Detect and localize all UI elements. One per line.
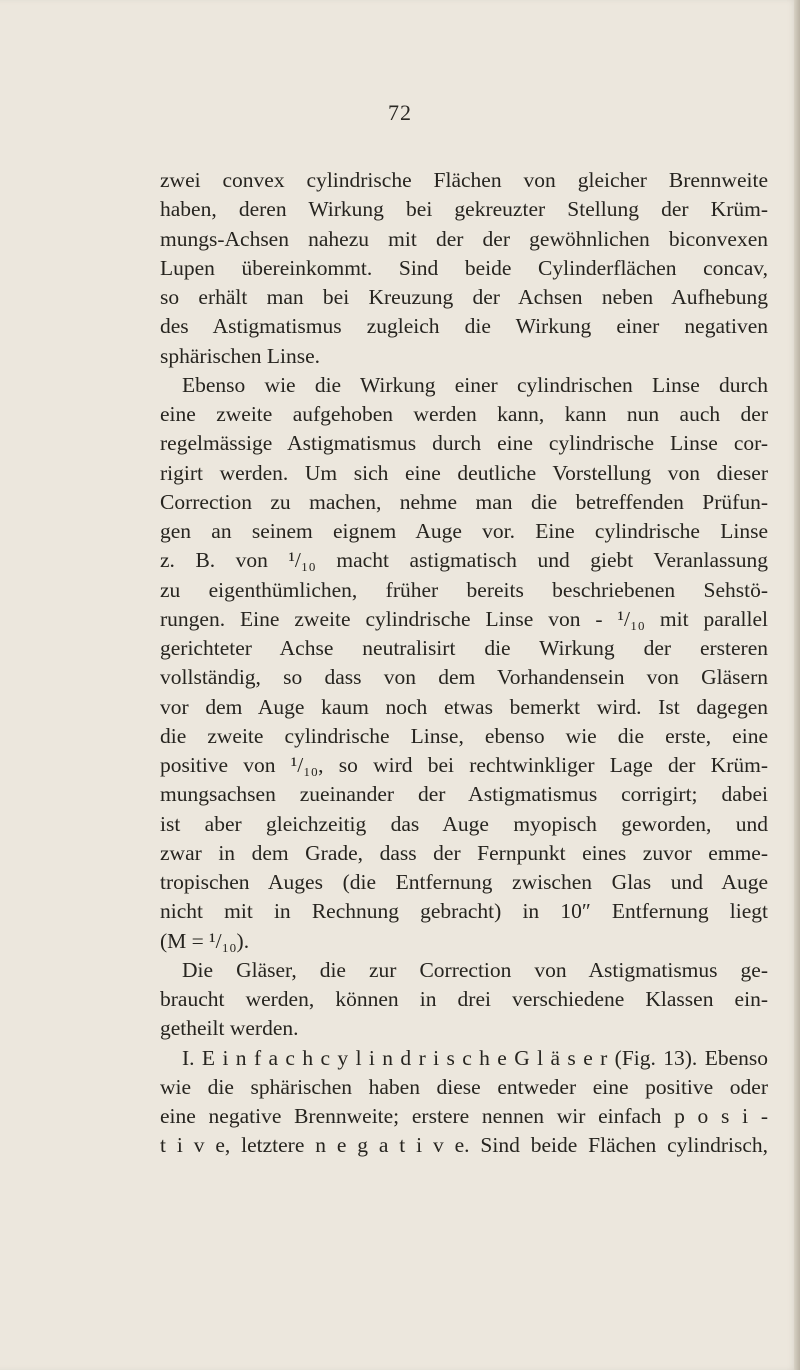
text-line: gen an seinem eignem Auge vor. Eine cylindrische Linse	[160, 519, 768, 543]
text-line: z. B. von ¹/₁₀ macht astigmatisch und giebt Veranlassung	[160, 548, 768, 573]
text-line: (M = ¹/₁₀).	[160, 928, 250, 953]
text-line: t i v e, letztere n e g a t i v e. Sind beide Flächen cylindrisch,	[160, 1133, 768, 1158]
text-line: haben, deren Wirkung bei gekreuzter Stellung der Krüm-	[160, 197, 768, 222]
text-line: vor dem Auge kaum noch etwas bemerkt wird. Ist dagegen	[160, 694, 768, 719]
text-line: Ebenso wie die Wirkung einer cylindrischen Linse durch	[182, 372, 768, 397]
text-line: ist aber gleichzeitig das Auge myopisch geworden, und	[160, 811, 768, 836]
text-line: vollständig, so dass von dem Vorhandensein von Gläsern	[160, 665, 768, 690]
text-line: getheilt werden.	[160, 1016, 299, 1041]
text-line: positive von ¹/₁₀, so wird bei rechtwinkliger Lage der Krüm-	[160, 753, 768, 777]
text-line: I. E i n f a c h c y l i n d r i s c h e G l ä s e r (Fig. 13). Ebenso	[182, 1045, 768, 1070]
text-line: Die Gläser, die zur Correction von Astigmatismus ge-	[182, 957, 768, 982]
text-line: eine negative Brennweite; erstere nennen wir einfach p o s i -	[160, 1104, 768, 1128]
text-line: wie die sphärischen haben diese entweder eine positive oder	[160, 1074, 768, 1099]
text-line: rungen. Eine zweite cylindrische Linse von - ¹/₁₀ mit parallel	[160, 606, 768, 631]
text-line: zu eigenthümlichen, früher bereits beschriebenen Sehstö-	[160, 577, 768, 602]
text-line: tropischen Auges (die Entfernung zwischen Glas und Auge	[160, 870, 768, 894]
text-line: gerichteter Achse neutralisirt die Wirkung der ersteren	[160, 636, 768, 660]
text-line: zwei convex cylindrische Flächen von gleicher Brennweite	[160, 168, 768, 192]
text-line: zwar in dem Grade, dass der Fernpunkt eines zuvor emme-	[160, 840, 768, 865]
text-line: rigirt werden. Um sich eine deutliche Vorstellung von dieser	[160, 460, 768, 485]
text-line: so erhält man bei Kreuzung der Achsen neben Aufhebung	[160, 285, 768, 309]
text-line: mungsachsen zueinander der Astigmatismus corrigirt; dabei	[160, 782, 768, 807]
text-line: Correction zu machen, nehme man die betreffenden Prüfun-	[160, 489, 768, 514]
text-line: regelmässige Astigmatismus durch eine cylindrische Linse cor-	[160, 431, 768, 456]
text-line: sphärischen Linse.	[160, 343, 321, 368]
page-edge	[794, 0, 800, 1370]
text-line: die zweite cylindrische Linse, ebenso wie die erste, eine	[160, 723, 768, 748]
text-line: eine zweite aufgehoben werden kann, kann nun auch der	[160, 402, 768, 426]
text-line: Lupen übereinkommt. Sind beide Cylinderflächen concav,	[160, 255, 768, 280]
text-line: braucht werden, können in drei verschiedene Klassen ein-	[160, 987, 768, 1011]
text-line: des Astigmatismus zugleich die Wirkung einer negativen	[160, 314, 768, 339]
body-text	[160, 166, 768, 1161]
page-number: 72	[388, 100, 412, 125]
text-line: mungs-Achsen nahezu mit der der gewöhnlichen biconvexen	[160, 226, 768, 251]
text-line: nicht mit in Rechnung gebracht) in 10″ Entfernung liegt	[160, 899, 768, 924]
